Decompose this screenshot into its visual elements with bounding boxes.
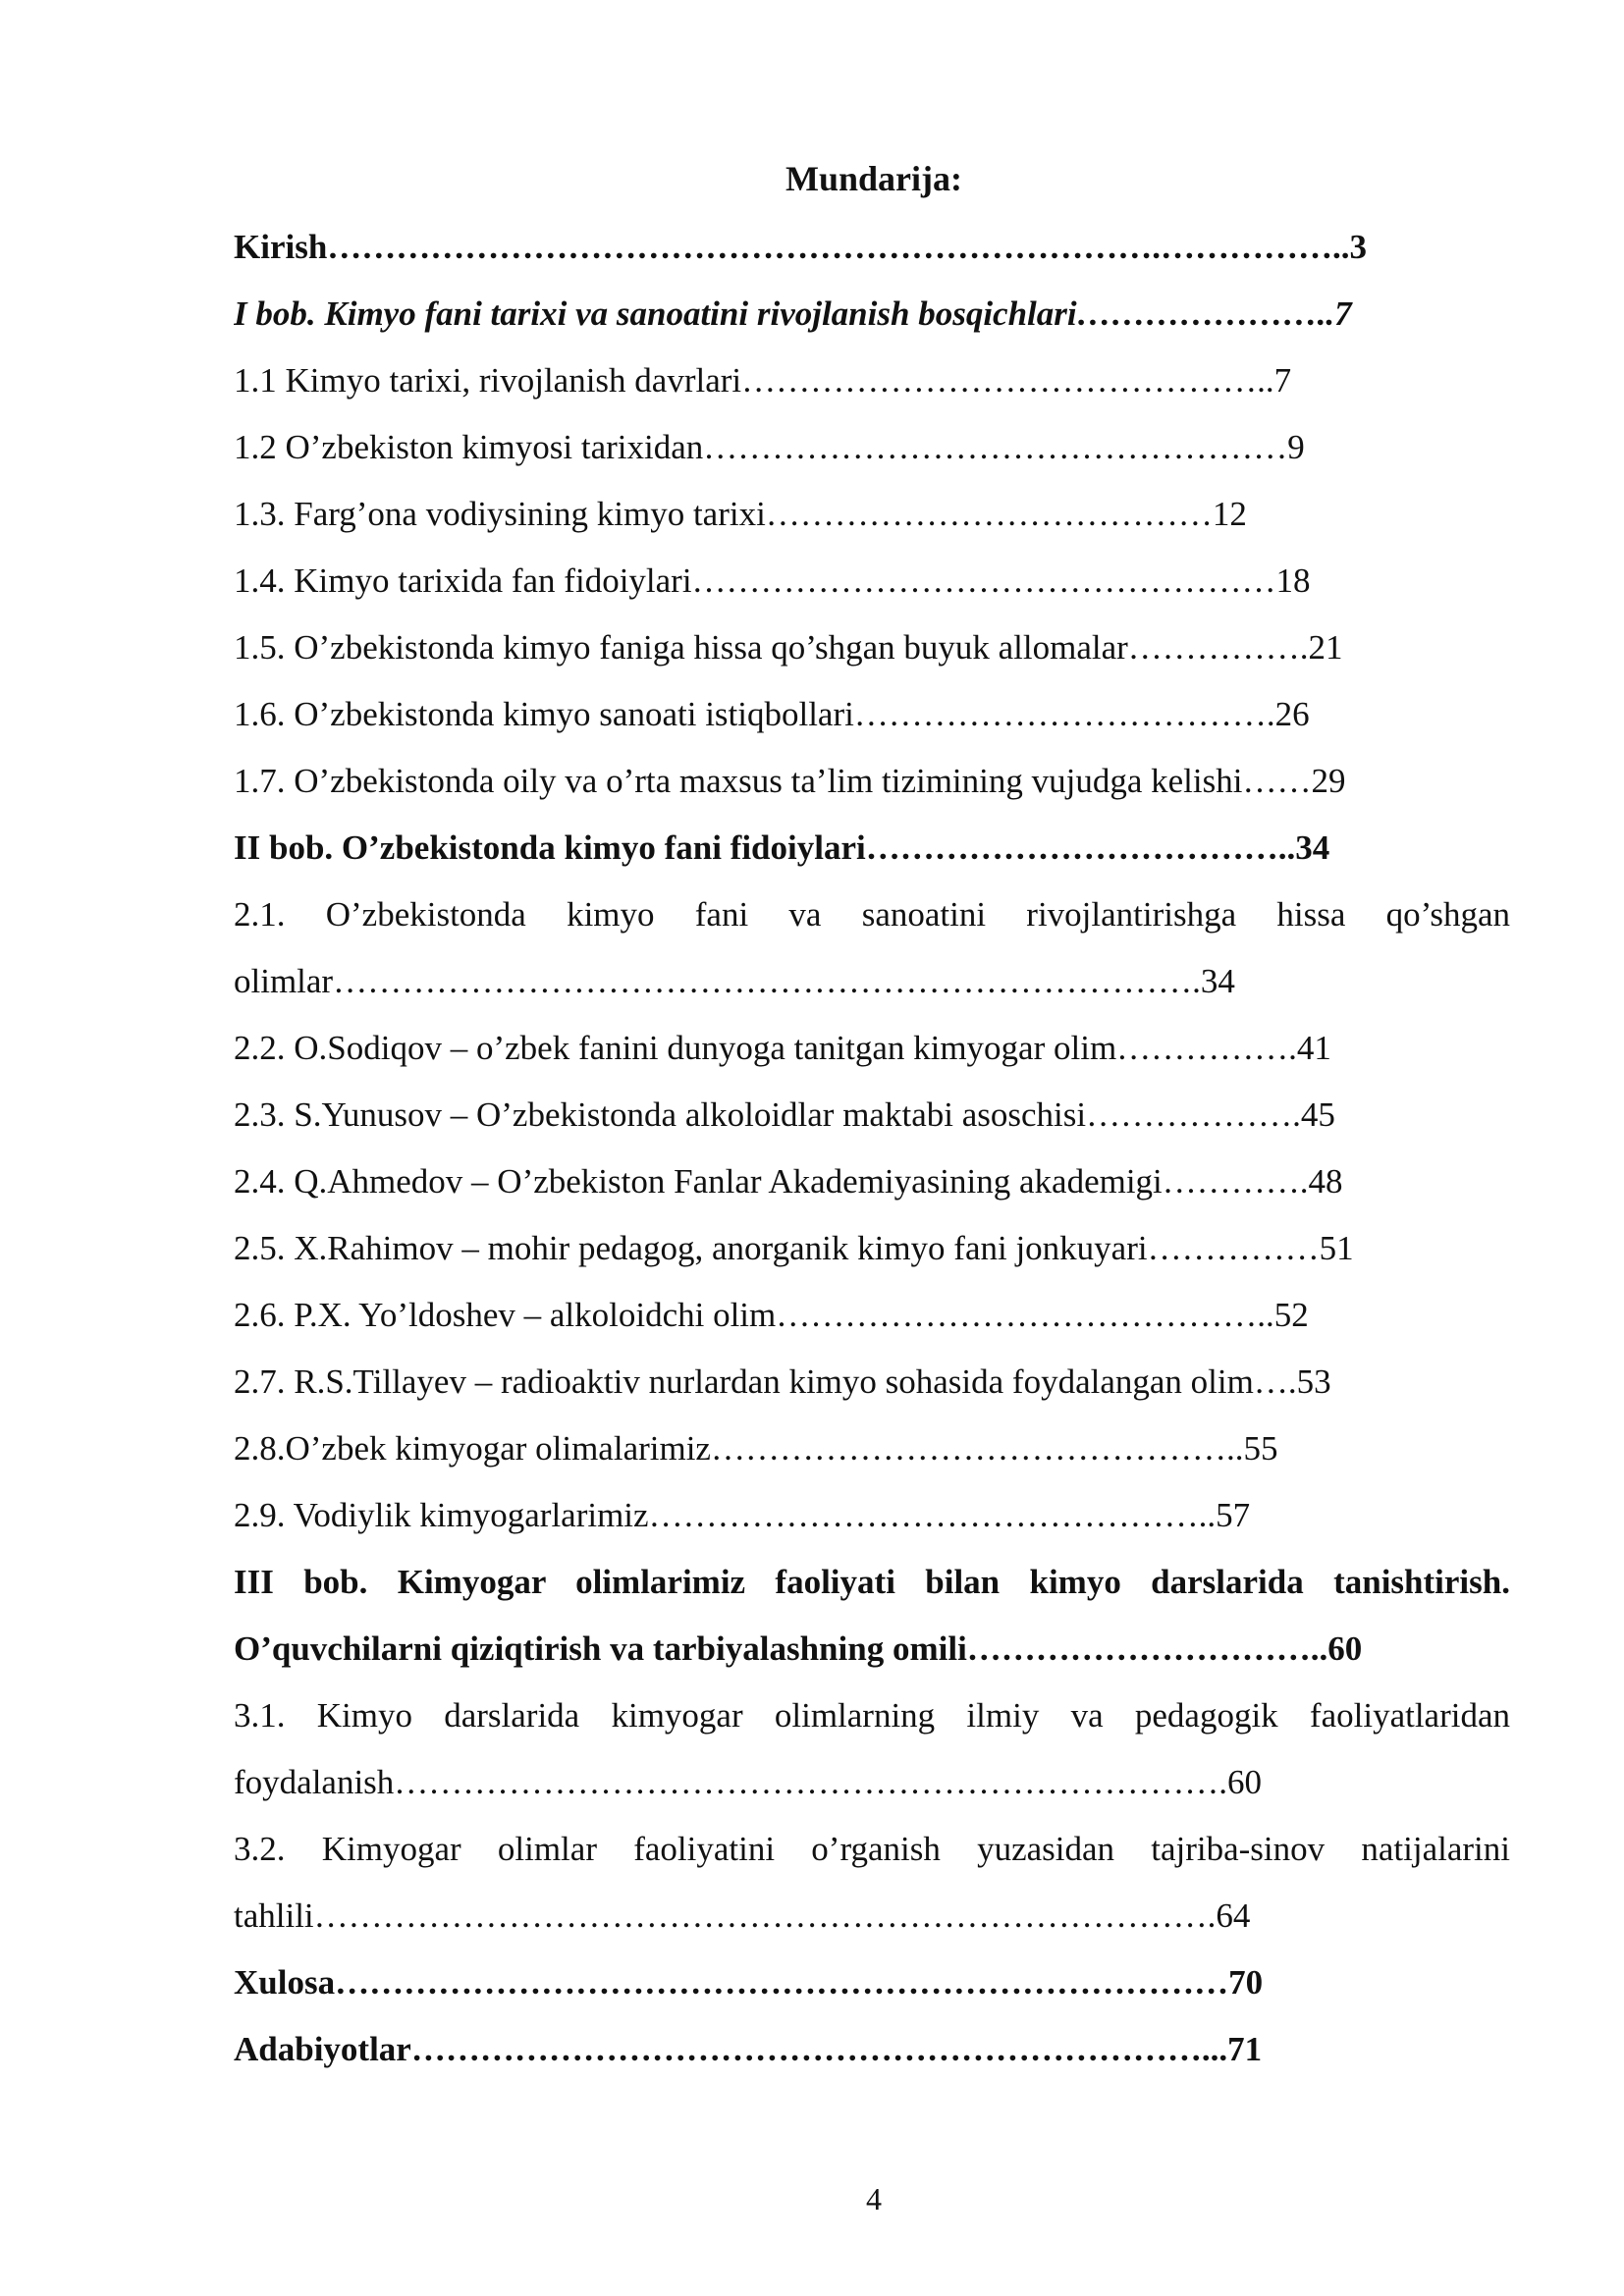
toc-entry-3-1-line1: 3.1. Kimyo darslarida kimyogar olimlarning ilmiy va pedagogik faoliyatlaridan — [234, 1696, 1510, 1735]
toc-entry-2-5: 2.5. X.Rahimov – mohir pedagog, anorganik kimyo fani jonkuyari……………51 — [234, 1229, 1354, 1267]
toc-entry-1-1: 1.1 Kimyo tarixi, rivojlanish davrlari………………………………………..7 — [234, 361, 1292, 400]
toc-entry-2-2: 2.2. O.Sodiqov – o’zbek fanini dunyoga tanitgan kimyogar olim…………….41 — [234, 1029, 1331, 1067]
table-of-contents — [234, 214, 1510, 2083]
toc-chapter-1: I bob. Kimyo fani tarixi va sanoatini rivojlanish bosqichlari…………………..7 — [234, 294, 1352, 333]
toc-title: Mundarija: — [785, 159, 962, 198]
toc-entry-2-7: 2.7. R.S.Tillayev – radioaktiv nurlardan kimyo sohasida foydalangan olim….53 — [234, 1362, 1331, 1401]
toc-entry-1-3: 1.3. Farg’ona vodiysining kimyo tarixi…………………………………12 — [234, 495, 1247, 533]
toc-entry-1-5: 1.5. O’zbekistonda kimyo faniga hissa qo’shgan buyuk allomalar…………….21 — [234, 628, 1343, 667]
toc-entry-2-4: 2.4. Q.Ahmedov – O’zbekiston Fanlar Akademiyasining akademigi………….48 — [234, 1162, 1343, 1201]
toc-entry-kirish: Kirish……………………………………………………………….……………..3 — [234, 228, 1368, 266]
toc-entry-2-8: 2.8.O’zbek kimyogar olimalarimiz………………………………………..55 — [234, 1429, 1278, 1468]
toc-entry-1-6: 1.6. O’zbekistonda kimyo sanoati istiqbollari……………………………….26 — [234, 695, 1310, 733]
toc-entry-1-7: 1.7. O’zbekistonda oily va o’rta maxsus ta’lim tizimining vujudga kelishi……29 — [234, 762, 1346, 800]
toc-entry-3-1-line2: foydalanish……………………………………………………………….60 — [234, 1763, 1263, 1801]
toc-entry-3-2-line2: tahlili…………………………………………………………………….64 — [234, 1896, 1251, 1935]
toc-entry-2-3: 2.3. S.Yunusov – O’zbekistonda alkoloidlar maktabi asoschisi……………….45 — [234, 1095, 1335, 1134]
toc-entry-xulosa: Xulosa……………………………………………………………………70 — [234, 1963, 1264, 2002]
toc-entry-1-4: 1.4. Kimyo tarixida fan fidoiylari……………………………………………18 — [234, 561, 1311, 600]
toc-entry-2-9: 2.9. Vodiylik kimyogarlarimiz…………………………………………..57 — [234, 1496, 1251, 1534]
page-number: 4 — [866, 2181, 882, 2216]
toc-chapter-3-line1: III bob. Kimyogar olimlarimiz faoliyati bilan kimyo darslarida tanishtirish. — [234, 1563, 1510, 1601]
toc-entry-adabiyotlar: Adabiyotlar……………………………………………………………...71 — [234, 2030, 1263, 2068]
toc-entry-1-2: 1.2 O’zbekiston kimyosi tarixidan……………………………………………9 — [234, 428, 1305, 466]
toc-entry-2-1-line2: olimlar………………………………………………………………….34 — [234, 962, 1235, 1000]
toc-entry-2-1-line1: 2.1. O’zbekistonda kimyo fani va sanoatini rivojlantirishga hissa qo’shgan — [234, 895, 1510, 934]
toc-entry-2-6: 2.6. P.X. Yo’ldoshev – alkoloidchi olim……………………………………..52 — [234, 1296, 1309, 1334]
toc-entry-3-2-line1: 3.2. Kimyogar olimlar faoliyatini o’rganish yuzasidan tajriba-sinov natijalarini — [234, 1830, 1510, 1868]
toc-chapter-2: II bob. O’zbekistonda kimyo fani fidoiylari………………………………..34 — [234, 828, 1330, 867]
toc-chapter-3-line2: O’quvchilarni qiziqtirish va tarbiyalashning omili…………………………..60 — [234, 1629, 1363, 1668]
